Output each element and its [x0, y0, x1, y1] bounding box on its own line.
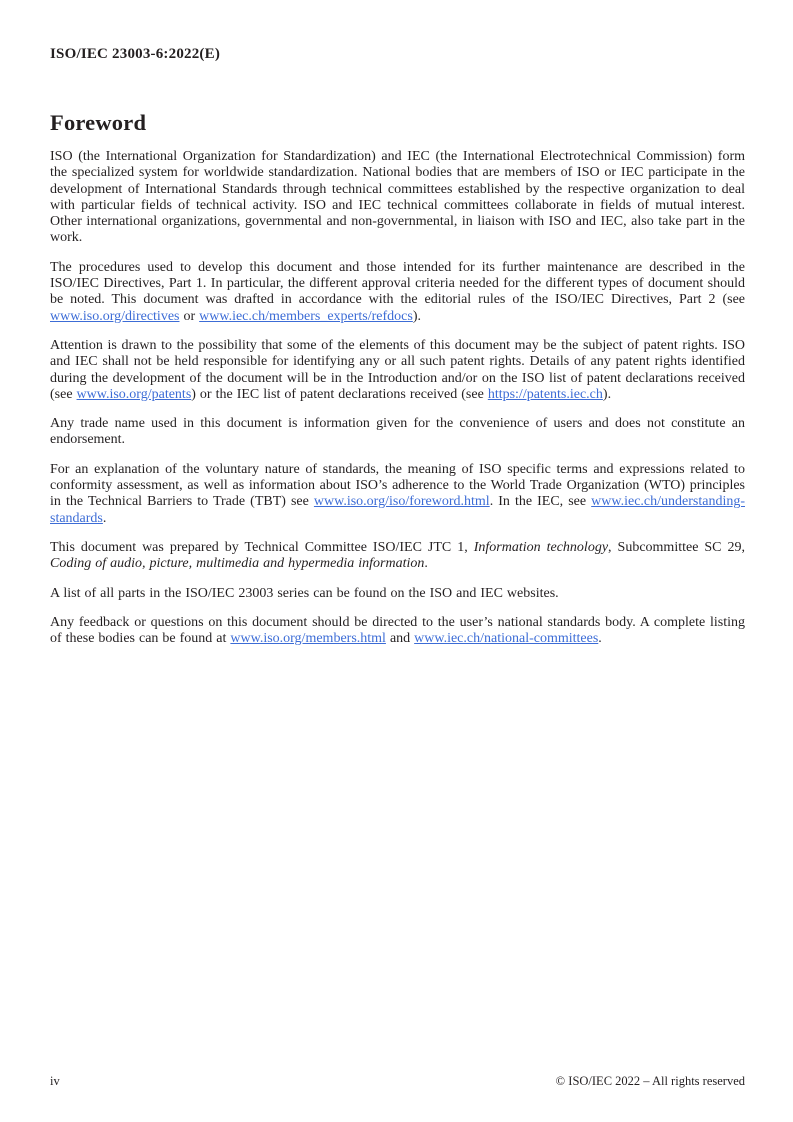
- hyperlink[interactable]: https://patents.iec.ch: [487, 386, 603, 402]
- hyperlink[interactable]: www.iso.org/iso/foreword.html: [313, 494, 490, 510]
- text-run: ) or the IEC list of patent declarations received (see: [191, 386, 488, 402]
- text-run: Any trade name used in this document is information given for the convenience of users and does not constitute an endorsement.: [50, 416, 745, 448]
- text-run: A list of all parts in the ISO/IEC 23003 series can be found on the ISO and IEC websites.: [50, 585, 559, 601]
- text-run: For an explanation of the voluntary nature of standards, the meaning of ISO specific terms and expressions related to conformity assessment, as well as information about ISO’s adherence to the World Trade Organization (WTO) principles in the Technical Barriers to Trade (TBT) see: [50, 461, 745, 510]
- hyperlink[interactable]: www.iso.org/directives: [50, 308, 180, 324]
- paragraph: [50, 540, 745, 573]
- italic-text: Coding of audio, picture, multimedia and hypermedia information: [50, 556, 425, 572]
- text-run: .: [598, 631, 602, 647]
- paragraph: [50, 615, 745, 648]
- body-paragraphs: [50, 149, 745, 647]
- text-run: .: [424, 556, 428, 572]
- document-reference-header: ISO/IEC 23003-6:2022(E): [50, 46, 221, 62]
- page-number: iv: [50, 1074, 60, 1088]
- text-run: , Subcommittee SC 29,: [608, 539, 746, 555]
- hyperlink[interactable]: www.iso.org/members.html: [230, 631, 386, 647]
- paragraph: [50, 416, 745, 449]
- text-run: ).: [602, 386, 612, 402]
- hyperlink[interactable]: www.iec.ch/national-committees: [414, 631, 599, 647]
- text-run: . In the IEC, see: [489, 494, 592, 510]
- text-run: Attention is drawn to the possibility that some of the elements of this document may be the subject of patent rights. ISO and IEC shall not be held responsible for identifying any or all such patent rights. Details of any patent rights identified during the development of the document will be in the Introduction and/or on the ISO list of patent declarations received (see: [50, 337, 745, 402]
- hyperlink[interactable]: www.iso.org/patents: [76, 386, 192, 402]
- text-run: or: [179, 308, 200, 324]
- page-title: Foreword: [50, 110, 147, 135]
- paragraph: [50, 586, 745, 602]
- paragraph: [50, 462, 745, 527]
- text-run: .: [102, 510, 107, 526]
- text-run: The procedures used to develop this document and those intended for its further maintenance are described in the ISO/IEC Directives, Part 1. In particular, the different approval criteria needed for the different types of document should be noted. This document was drafted in accordance with the editorial rules of the ISO/IEC Directives, Part 2 (see: [50, 259, 745, 308]
- text-run: This document was prepared by Technical Committee ISO/IEC JTC 1,: [50, 539, 474, 555]
- hyperlink[interactable]: www.iec.ch/members_experts/refdocs: [199, 308, 413, 324]
- page-footer: [50, 1074, 745, 1089]
- text-run: and: [385, 631, 415, 647]
- hyperlink[interactable]: www.iec.ch/understanding-standards: [50, 494, 745, 526]
- paragraph: [50, 149, 745, 247]
- text-run: ).: [412, 308, 422, 324]
- italic-text: Information technology: [473, 539, 609, 555]
- copyright-notice: © ISO/IEC 2022 – All rights reserved: [555, 1074, 745, 1088]
- paragraph: [50, 338, 745, 403]
- text-run: ISO (the International Organization for Standardization) and IEC (the International Electrotechnical Commission) form the specialized system for worldwide standardization. National bodies that are members of ISO or IEC participate in the development of International Standards through technical committees established by the respective organization to deal with particular fields of technical activity. ISO and IEC technical committees collaborate in fields of mutual interest. Other international organizations, governmental and non-governmental, in liaison with ISO and IEC, also take part in the work.: [50, 149, 745, 246]
- paragraph: [50, 260, 745, 325]
- text-run: Any feedback or questions on this document should be directed to the user’s national standards body. A complete listing of these bodies can be found at: [50, 614, 745, 647]
